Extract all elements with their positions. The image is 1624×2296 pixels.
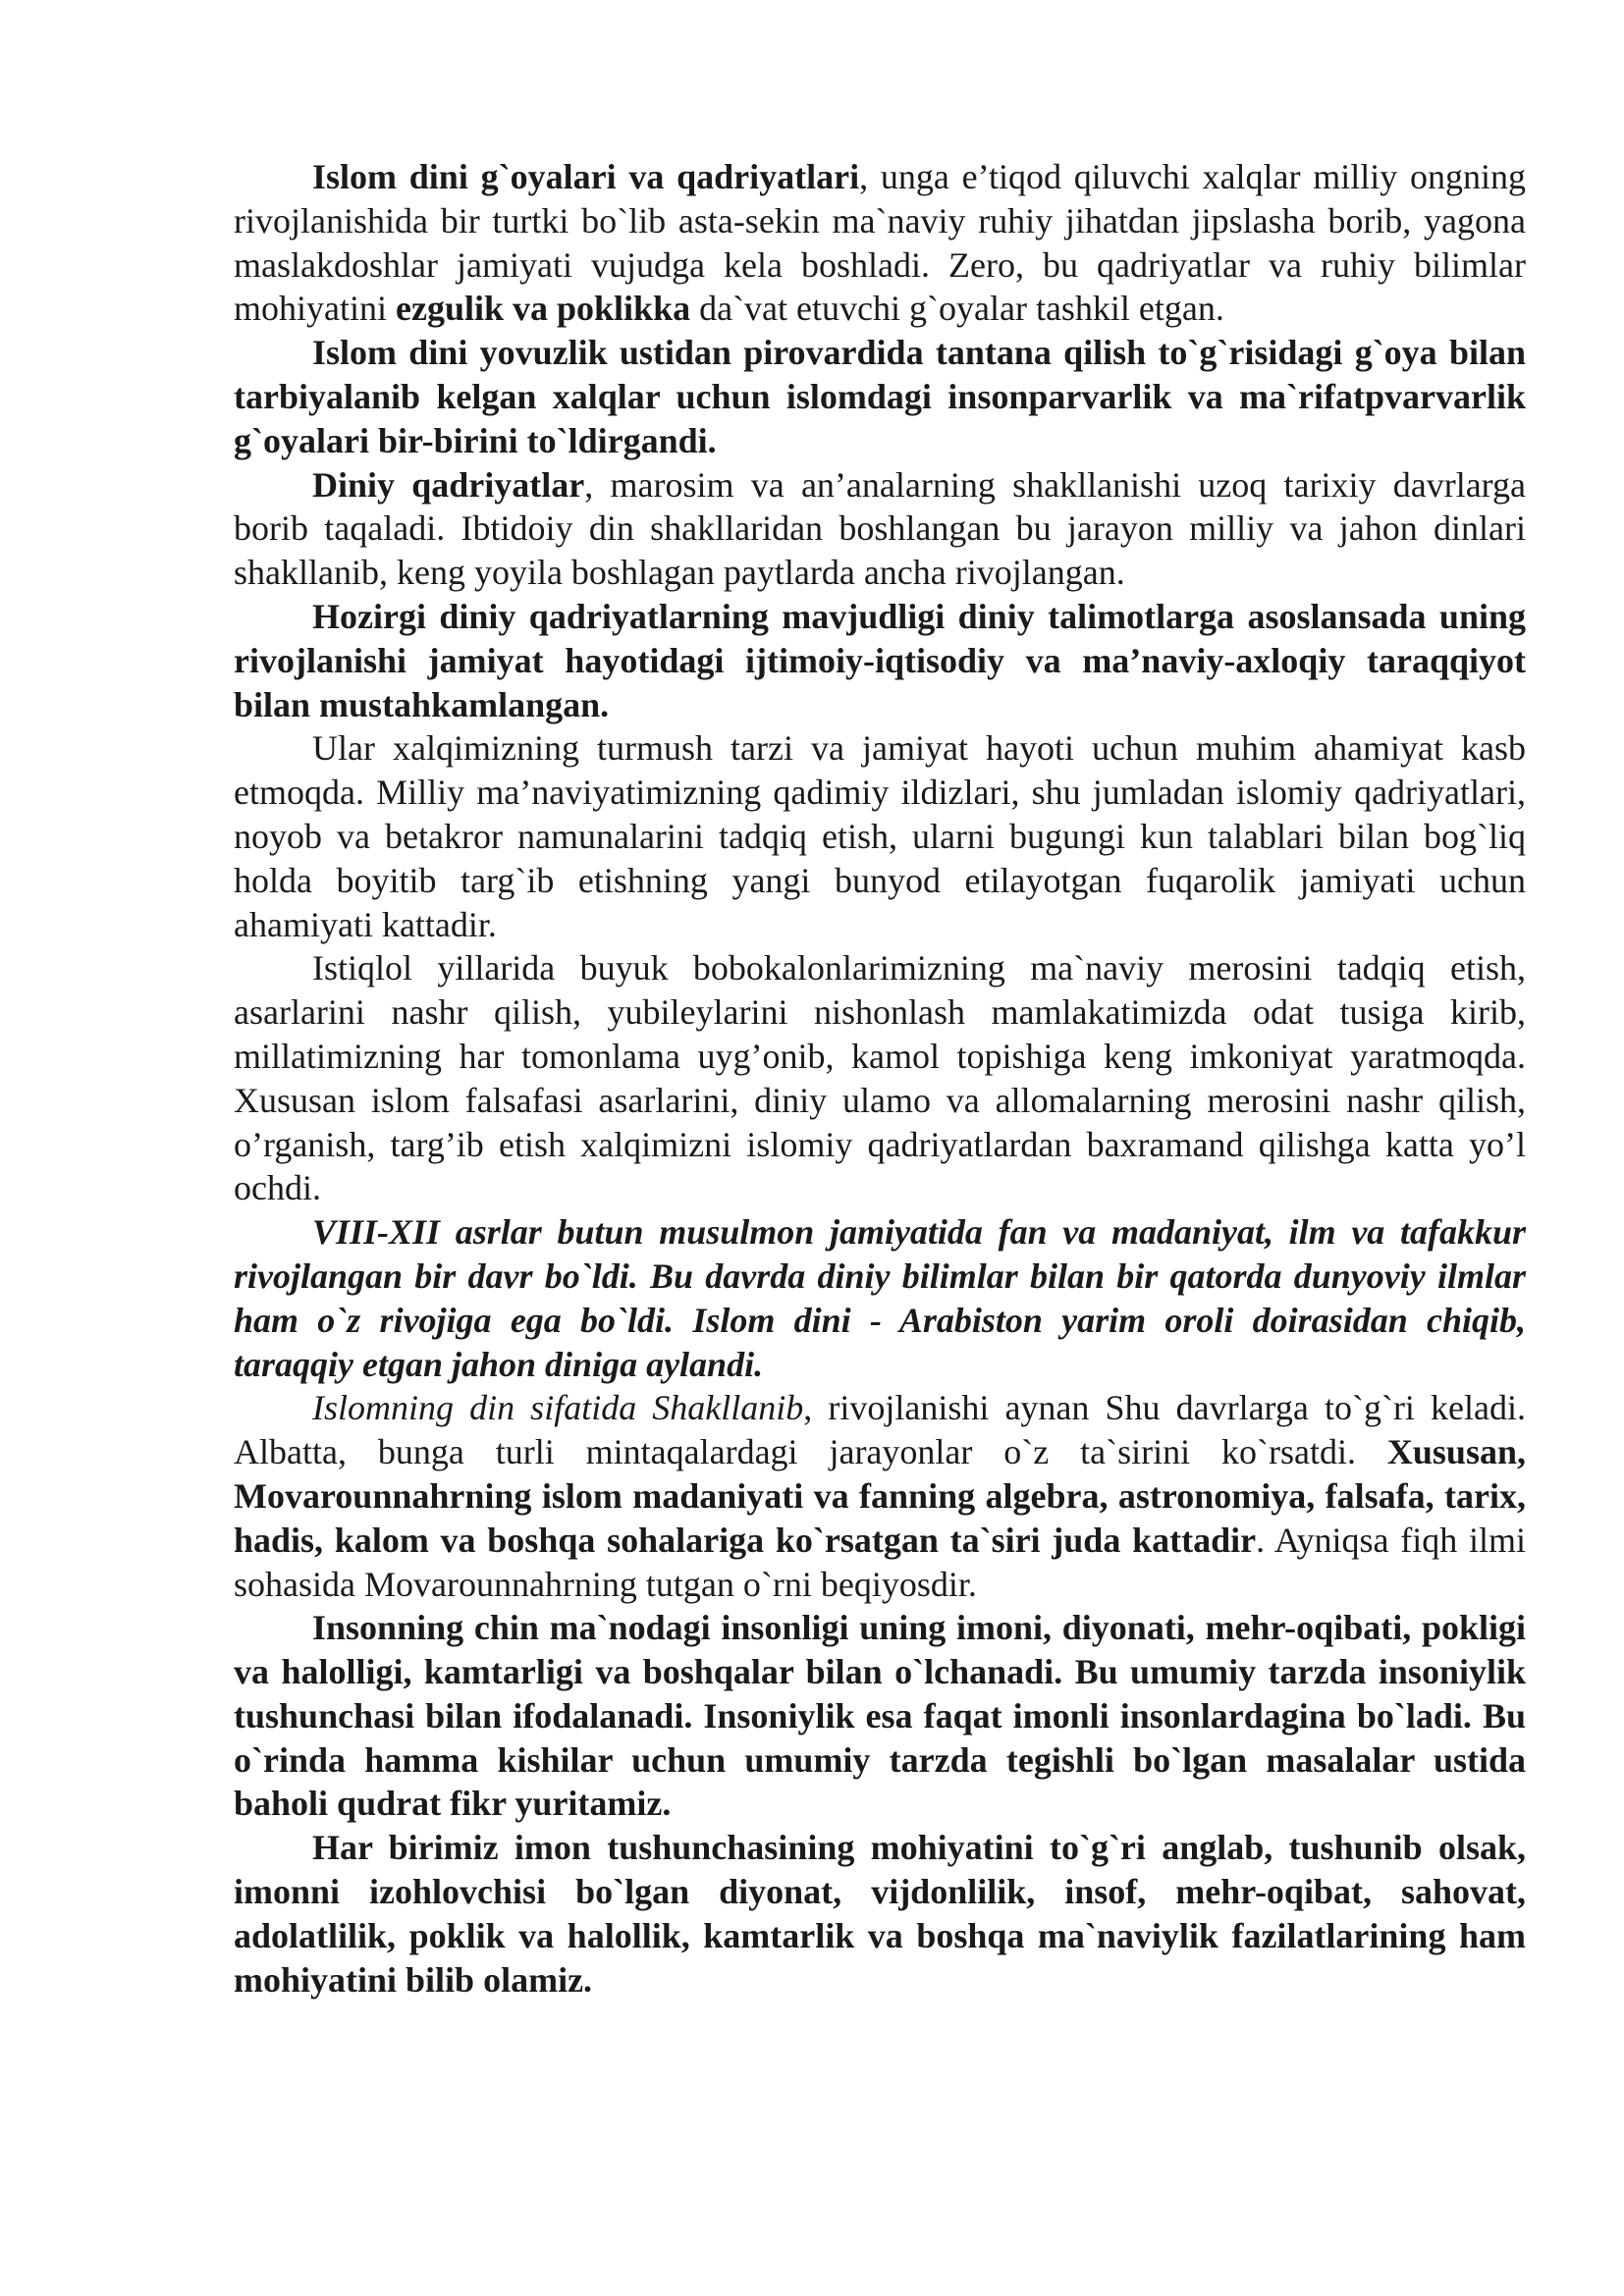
bold-text: Har birimiz imon tushunchasining mohiyatini to`g`ri anglab, tushunib olsak, imonni izohlovchisi bo`lgan diyonat, vijdonlilik, insof, mehr-oqibat, sahovat, adolatlilik, poklik va halollik, kamtarlik va boshqa ma`naviylik fazilatlarining ham mohiyatini bilib olamiz. bbox=[234, 1828, 1526, 2000]
paragraph bbox=[234, 331, 1526, 462]
document-body bbox=[234, 155, 1526, 2002]
bold-text: Islom dini g`oyalari va qadriyatlari bbox=[312, 157, 860, 196]
text: , rivojlanishi aynan Shu davrlarga to`g`ri keladi. Albatta, bunga turli mintaqalardagi jarayonlar o`z ta`sirini ko`rsatdi. bbox=[234, 1388, 1526, 1472]
paragraph bbox=[234, 726, 1526, 946]
text: Istiqlol yillarida buyuk bobokalonlarimizning ma`naviy merosini tadqiq etish, asarlarini nashr qilish, yubileylarini nishonlash mamlakatimizda odat tusiga kirib, millatimizning har tomonlama uyg’onib, kamol topishiga keng imkoniyat yaratmoqda. Xususan islom falsafasi asarlarini, diniy ulamo va allomalarning merosini nashr qilish, o’rganish, targ’ib etish xalqimizni islomiy qadriyatlardan baxramand qilishga katta yo’l ochdi. bbox=[234, 948, 1526, 1208]
bold-italic-text: VIII-XII asrlar butun musulmon jamiyatida fan va madaniyat, ilm va tafakkur rivojlangan bir davr bo`ldi. Bu davrda diniy bilimlar bilan bir qatorda dunyoviy ilmlar ham o`z rivojiga ega bo`ldi. Islom dini - Arabiston yarim oroli doirasidan chiqib, taraqqiy etgan jahon diniga aylandi. bbox=[234, 1212, 1526, 1384]
bold-text: Hozirgi diniy qadriyatlarning mavjudligi diniy talimotlarga asoslansada uning rivojlanishi jamiyat hayotidagi ijtimoiy-iqtisodiy va ma’naviy-axloqiy taraqqiyot bilan mustahkamlangan. bbox=[234, 596, 1526, 724]
bold-text: Insonning chin ma`nodagi insonligi uning imoni, diyonati, mehr-oqibati, pokligi va halolligi, kamtarligi va boshqalar bilan o`lchanadi. Bu umumiy tarzda insoniylik tushunchasi bilan ifodalanadi. Insoniylik esa faqat imonli insonlardagina bo`ladi. Bu o`rinda hamma kishilar uchun umumiy tarzda tegishli bo`lgan masalalar ustida baholi qudrat fikr yuritamiz. bbox=[234, 1608, 1526, 1824]
paragraph bbox=[234, 595, 1526, 726]
bold-text: ezgulik va poklikka bbox=[396, 289, 691, 329]
paragraph bbox=[234, 155, 1526, 331]
bold-text: Diniy qadriyatlar bbox=[312, 464, 585, 505]
paragraph bbox=[234, 1386, 1526, 1606]
bold-text: Xususan, Movarounnahrning islom madaniyati va fanning algebra, astronomiya, falsafa, tarix, hadis, kalom va boshqa sohalariga ko`rsatgan ta`siri juda kattadir bbox=[234, 1432, 1526, 1560]
text: da`vat etuvchi g`oyalar tashkil etgan. bbox=[690, 289, 1224, 329]
italic-text: Islomning din sifatida Shakllanib bbox=[312, 1388, 804, 1428]
text: . Ayniqsa fiqh ilmi sohasida Movarounnahrning tutgan o`rni beqiyosdir. bbox=[234, 1520, 1526, 1604]
paragraph bbox=[234, 946, 1526, 1210]
paragraph bbox=[234, 463, 1526, 595]
paragraph bbox=[234, 1826, 1526, 2002]
text: , unga e’tiqod qiluvchi xalqlar milliy ongning rivojlanishida bir turtki bo`lib asta-sekin ma`naviy ruhiy jihatdan jipslasha borib, yagona maslakdoshlar jamiyati vujudga kela boshladi. Zero, bu qadriyatlar va ruhiy bilimlar mohiyatini bbox=[234, 157, 1526, 329]
paragraph bbox=[234, 1210, 1526, 1386]
text: Ular xalqimizning turmush tarzi va jamiyat hayoti uchun muhim ahamiyat kasb etmoqda. Milliy ma’naviyatimizning qadimiy ildizlari, shu jumladan islomiy qadriyatlari, noyob va betakror namunalarini tadqiq etish, ularni bugungi kun talablari bilan bog`liq holda boyitib targ`ib etishning yangi bunyod etilayotgan fuqarolik jamiyati uchun ahamiyati kattadir. bbox=[234, 728, 1526, 944]
text: , marosim va an’analarning shakllanishi uzoq tarixiy davrlarga borib taqaladi. Ibtidoiy din shakllaridan boshlangan bu jarayon milliy va jahon dinlari shakllanib, keng yoyila boshlagan paytlarda ancha rivojlangan. bbox=[234, 464, 1527, 593]
bold-text: Islom dini yovuzlik ustidan pirovardida tantana qilish to`g`risidagi g`oya bilan tarbiyalanib kelgan xalqlar uchun islomdagi insonparvarlik va ma`rifatpvarvarlik g`oyalari bir-birini to`ldirgandi. bbox=[234, 333, 1526, 460]
paragraph bbox=[234, 1606, 1526, 1826]
